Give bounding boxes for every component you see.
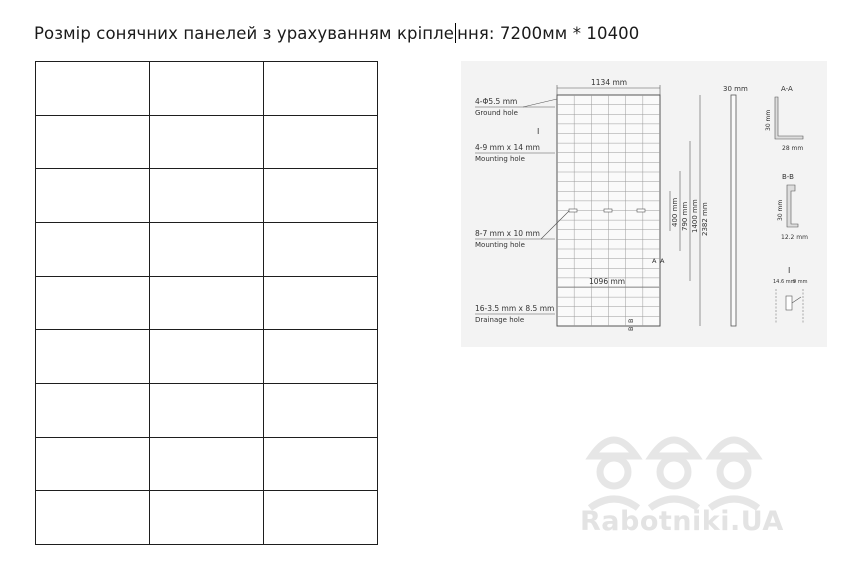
table-cell[interactable] (150, 383, 264, 437)
table-cell[interactable] (264, 383, 378, 437)
page-heading (34, 23, 639, 43)
detail-i-a: 14.6 mm (773, 279, 796, 285)
empty-table (35, 61, 378, 545)
table-cell[interactable] (150, 491, 264, 545)
marker-a-bottom: A (660, 257, 665, 265)
detail-i-b: 9 mm (793, 279, 808, 285)
section-bb-title: B-B (782, 173, 794, 181)
table-cell[interactable] (36, 62, 150, 116)
table-cell[interactable] (264, 276, 378, 330)
watermark-text: Rabotniki.UA (580, 506, 784, 537)
table-cell[interactable] (264, 62, 378, 116)
table-row (36, 62, 378, 116)
table-cell[interactable] (264, 115, 378, 169)
worker-helmet-icons (590, 440, 758, 508)
table-cell[interactable] (264, 491, 378, 545)
marker-b-top: B (627, 326, 635, 331)
width-bottom-label: 1096 mm (589, 277, 626, 286)
table-row (36, 330, 378, 384)
detail-i-title: I (788, 266, 791, 275)
text-caret (455, 23, 456, 43)
table-cell[interactable] (264, 437, 378, 491)
marker-i: I (537, 127, 540, 136)
drawing-svg (461, 61, 827, 347)
table-row (36, 115, 378, 169)
table-cell[interactable] (36, 169, 150, 223)
panel-dimension-drawing (461, 61, 827, 347)
table-cell[interactable] (36, 437, 150, 491)
table-row (36, 491, 378, 545)
table-cell[interactable] (150, 222, 264, 276)
height-total-label: 2382 mm (701, 202, 709, 236)
section-aa-height: 30 mm (765, 109, 772, 131)
section-bb-width: 12.2 mm (781, 234, 808, 241)
height-790-label: 790 mm (681, 201, 689, 231)
table-row (36, 222, 378, 276)
width-top-label: 1134 mm (591, 78, 628, 87)
mounting-hole-2-label: Mounting hole (475, 241, 525, 249)
side-profile (731, 95, 736, 326)
table-row (36, 276, 378, 330)
marker-a-top: A (652, 257, 657, 265)
table-cell[interactable] (264, 222, 378, 276)
table-row (36, 383, 378, 437)
table-cell[interactable] (36, 383, 150, 437)
drainage-hole-label: Drainage hole (475, 316, 525, 324)
section-aa-title: A-A (781, 85, 793, 93)
mounting-hole-1-size: 4-9 mm x 14 mm (475, 143, 540, 152)
height-400-label: 400 mm (671, 197, 679, 227)
heading-text-start: Розмір сонячних панелей з урахуванням кріпле (34, 24, 455, 43)
thickness-label: 30 mm (723, 85, 748, 93)
detail-i-hole (786, 296, 792, 310)
mounting-hole-1-label: Mounting hole (475, 155, 525, 163)
section-bb-height: 30 mm (777, 199, 784, 221)
table-cell[interactable] (36, 491, 150, 545)
drainage-hole-size: 16-3.5 mm x 8.5 mm (475, 304, 555, 313)
height-1400-label: 1400 mm (691, 199, 699, 233)
mounting-hole-2-size: 8-7 mm x 10 mm (475, 229, 540, 238)
table-cell[interactable] (150, 437, 264, 491)
ground-hole-size: 4-Φ5.5 mm (475, 97, 518, 106)
heading-text-end: ння: 7200мм * 10400 (457, 24, 640, 43)
table-row (36, 437, 378, 491)
table-cell[interactable] (150, 169, 264, 223)
table-cell[interactable] (36, 276, 150, 330)
table-cell[interactable] (150, 276, 264, 330)
section-bb-profile (787, 185, 798, 227)
table-cell[interactable] (150, 330, 264, 384)
table-row (36, 169, 378, 223)
table-cell[interactable] (264, 330, 378, 384)
table-cell[interactable] (264, 169, 378, 223)
ground-hole-label: Ground hole (475, 109, 518, 117)
table-cell[interactable] (36, 330, 150, 384)
section-aa-width: 28 mm (782, 145, 804, 152)
table-cell[interactable] (150, 115, 264, 169)
marker-b-bottom: B (627, 318, 635, 323)
section-aa-profile (775, 97, 803, 139)
table-cell[interactable] (150, 62, 264, 116)
table-cell[interactable] (36, 222, 150, 276)
table-cell[interactable] (36, 115, 150, 169)
